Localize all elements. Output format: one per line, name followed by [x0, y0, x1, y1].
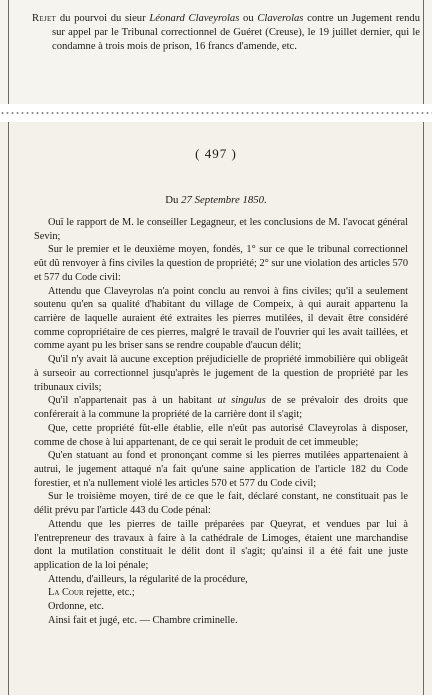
rejet-summary: [32, 12, 420, 54]
paragraph: [34, 394, 408, 421]
date-prefix: Du: [165, 194, 182, 206]
rejet-lead: Rejet: [32, 13, 57, 24]
party-name-1: Léonard Claveyrolas: [149, 13, 240, 24]
paragraph: Attendu que Claveyrolas n'a point conclu au renvoi à fins civiles; qu'il a seulement soutenu qu'en sa qualité d'habitant du village de Compeix, à qui aurait appartenu la carrière de laquelle auraient été extraites les pierres mutilées, il devait être considéré comme copropriétaire de ces pierres, malgré le travail de l'ouvrier qui les avait taillées, et comme ayant pu les briser sans se rendre coupable d'aucun délit;: [34, 285, 408, 352]
left-border: [8, 0, 9, 104]
court-name: La Cour: [48, 587, 84, 599]
left-border: [8, 122, 9, 695]
decision-body: [34, 216, 408, 628]
date-text: 27 Septembre 1850.: [181, 194, 267, 206]
paragraph: Ouï le rapport de M. le conseiller Legagneur, et les conclusions de M. l'avocat général Sevin;: [34, 217, 408, 242]
paragraph: Attendu que les pierres de taille préparées par Queyrat, et vendues par lui à l'entrepreneur des travaux à faire à la cathédrale de Limoges, étaient une marchandise dont la mutilation constituait le délit dont il s'agit; qu'ainsi il a été fait une juste application de la loi pénale;: [34, 518, 408, 571]
rejet-text-1: du pourvoi du sieur: [56, 13, 150, 24]
previous-page-excerpt: [0, 0, 432, 104]
paragraph: Que, cette propriété fût-elle établie, elle n'eût pas autorisé Claveyrolas à disposer, comme de chose à lui appartenant, de ce qui serait le produit de cet immeuble;: [34, 422, 408, 448]
right-border: [423, 122, 424, 695]
paragraph: Ordonne, etc.: [48, 601, 105, 613]
paragraph: Sur le troisième moyen, tiré de ce que le fait, déclaré constant, ne constituait pas le délit prévu par l'article 443 du Code pénal:: [34, 491, 408, 517]
dotted-rule: [0, 112, 432, 114]
paragraph-text: Qu'il n'appartenait pas à un habitant: [48, 395, 218, 407]
paragraph: Qu'il n'y avait là aucune exception préjudicielle de propriété immobilière qui obligeât à surseoir au correctionnel jusqu'après le jugement de la question de propriété par les tribunaux civils;: [34, 354, 408, 393]
paragraph: Qu'en statuant au fond et prononçant comme si les pierres mutilées appartenaient à autrui, le jugement attaqué n'a fait qu'une saine application de l'article 182 du Code forestier, et n'a nullement violé les articles 570 et 577 du Code civil;: [34, 450, 408, 489]
main-page: [0, 122, 432, 695]
paragraph: Attendu, d'ailleurs, la régularité de la procédure,: [48, 573, 248, 585]
paragraph: Sur le premier et le deuxième moyen, fondés, 1° sur ce que le tribunal correctionnel eût dû renvoyer à fins civiles la question de propriété; 2° sur une violation des articles 570 et 577 du Code civil:: [34, 244, 408, 283]
paragraph-text: de se prévaloir des droits que conférerait à la commune la propriété de la carrière dont il s'agit;: [34, 395, 409, 421]
page-break-separator: [0, 104, 432, 122]
page-number: ( 497 ): [195, 146, 237, 161]
party-name-2: Claverolas: [257, 13, 304, 24]
rejet-text-2: ou: [239, 13, 258, 24]
paragraph: Ainsi fait et jugé, etc. — Chambre criminelle.: [48, 614, 238, 626]
latin-phrase: ut singulus: [217, 395, 266, 407]
paragraph: [34, 586, 408, 600]
right-border: [423, 0, 424, 104]
decision-date: [0, 194, 432, 206]
paragraph-text: rejette, etc.;: [83, 587, 135, 599]
rejet-text-3: contre un Jugement rendu sur appel par le Tribunal correctionnel de Guéret (Creuse), le 19 juillet dernier, qui le condamne à trois mois de prison, 16 francs d'amende, etc.: [52, 13, 420, 52]
